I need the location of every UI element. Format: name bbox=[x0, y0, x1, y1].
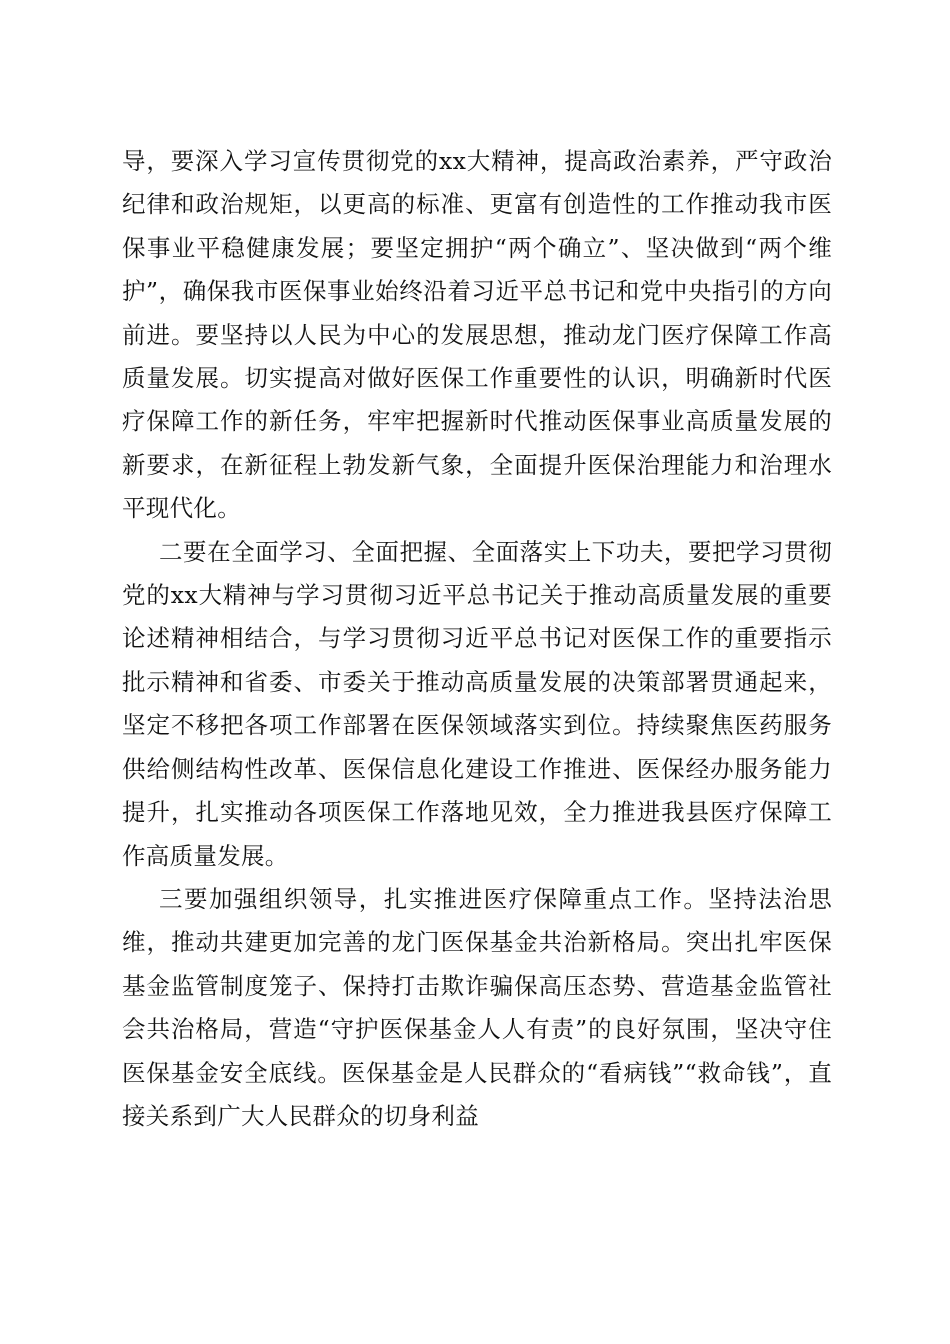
paragraph-second-requirement: 二要在全面学习、全面把握、全面落实上下功夫，要把学习贯彻党的xx大精神与学习贯彻习近平总书记关于推动高质量发展的重要论述精神相结合，与学习贯彻习近平总书记对医保工作的重要指示批示精神和省委、市委关于推动高质量发展的决策部署贯通起来，坚定不移把各项工作部署在医保领域落实到位。持续聚焦医药服务供给侧结构性改革、医保信息化建设工作推进、医保经办服务能力提升，扎实推动各项医保工作落地见效，全力推进我县医疗保障工作高质量发展。 bbox=[122, 537, 832, 870]
paragraph-third-requirement: 三要加强组织领导，扎实推进医疗保障重点工作。坚持法治思维，推动共建更加完善的龙门医保基金共治新格局。突出扎牢医保基金监管制度笼子、保持打击欺诈骗保高压态势、营造基金监管社会共治格局，营造“守护医保基金人人有责”的良好氛围，坚决守住医保基金安全底线。医保基金是人民群众的“看病钱”“救命钱”，直接关系到广大人民群众的切身利益 bbox=[122, 884, 832, 1130]
paragraph-continued: 导，要深入学习宣传贯彻党的xx大精神，提高政治素养，严守政治纪律和政治规矩，以更高的标准、更富有创造性的工作推动我市医保事业平稳健康发展；要坚定拥护“两个确立”、坚决做到“两个维护”，确保我市医保事业始终沿着习近平总书记和党中央指引的方向前进。要坚持以人民为中心的发展思想，推动龙门医疗保障工作高质量发展。切实提高对做好医保工作重要性的认识，明确新时代医疗保障工作的新任务，牢牢把握新时代推动医保事业高质量发展的新要求，在新征程上勃发新气象，全面提升医保治理能力和治理水平现代化。 bbox=[122, 147, 832, 523]
document-body bbox=[122, 140, 832, 1138]
